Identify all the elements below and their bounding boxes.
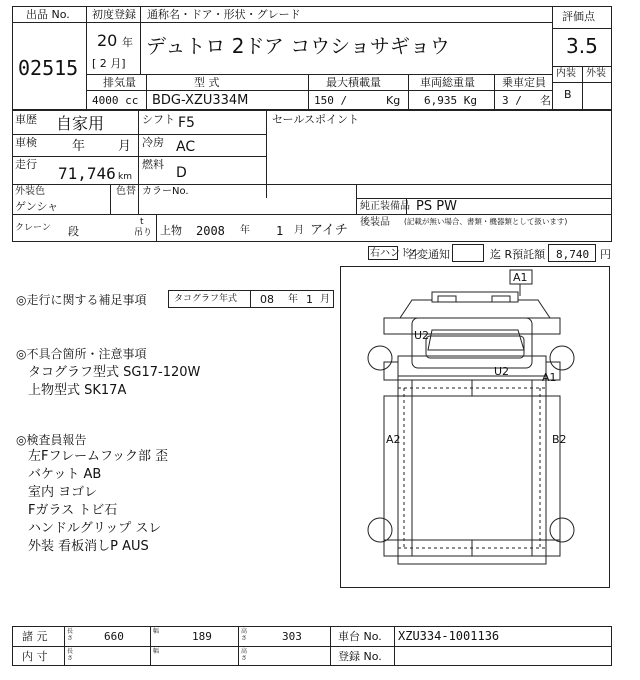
inspector-line: バケット AB	[28, 467, 102, 482]
width-label: 幅	[153, 628, 160, 635]
defects-title: ◎不具合箇所・注意事項	[16, 347, 147, 361]
inspection-month-unit: 月	[118, 139, 132, 154]
name-change-label: 名変通知	[406, 248, 450, 261]
max-load: 150 /	[314, 94, 348, 107]
first-reg-label: 初度登録	[92, 8, 136, 21]
defect-line: タコグラフ型式 SG17-120W	[28, 365, 201, 380]
width: 189	[192, 630, 212, 643]
tacho-year: 08	[260, 293, 274, 306]
model-label: 型 式	[194, 76, 220, 89]
inspector-line: 左Fフレームフック部 歪	[28, 449, 169, 464]
chassis-label: 車台 No.	[338, 630, 382, 643]
capacity: 3 /	[502, 94, 522, 107]
crane-label: クレーン	[15, 223, 51, 233]
rhd-label: 右ハンドル	[370, 248, 420, 259]
mileage-unit: km	[118, 172, 132, 182]
dims-label: 諸 元	[22, 630, 48, 643]
crane-stage-unit: 段	[68, 225, 79, 238]
length: 660	[104, 630, 124, 643]
displacement-label: 排気量	[103, 76, 136, 89]
body-month-unit: 月	[294, 225, 304, 236]
diagram-mark-u2-right: U2	[494, 365, 510, 378]
shift: F5	[178, 115, 195, 131]
length-label: 長さ	[67, 628, 74, 642]
shift-label: シフト	[142, 113, 175, 126]
inner-width-label: 幅	[153, 648, 160, 655]
inspection-label: 車検	[15, 136, 37, 149]
fuel-label: 燃料	[142, 158, 164, 171]
aftermarket-note: (記載が無い場合、書類・機器類として扱います)	[404, 217, 568, 226]
body-label: 上物	[160, 224, 182, 237]
capacity-unit: 名	[540, 94, 551, 107]
deposit-unit: 円	[600, 248, 611, 261]
body-month: 1	[276, 224, 284, 238]
tacho-month-unit: 月	[320, 294, 330, 305]
overall-grade: 3.5	[566, 34, 598, 58]
inspector-line: 外装 看板消しP AUS	[28, 539, 149, 554]
body-year: 2008	[196, 224, 225, 238]
equipment: PS PW	[416, 199, 457, 214]
history-label: 車歴	[15, 113, 37, 126]
running-title: ◎走行に関する補足事項	[16, 293, 147, 307]
defect-line: 上物型式 SK17A	[28, 383, 127, 398]
inspector-line: Fガラス トビ石	[28, 503, 118, 518]
diagram-mark-a2: A2	[386, 433, 401, 446]
diagram-mark-b2: B2	[552, 433, 567, 446]
inner-height-label: 高さ	[241, 648, 248, 662]
model: BDG-XZU334M	[152, 93, 249, 108]
body-maker: アイチ	[310, 223, 348, 238]
lot-no-label: 出品 No.	[26, 8, 70, 21]
tacho-year-label: タコグラフ年式	[174, 294, 238, 304]
crane-t: t	[140, 217, 144, 227]
inspector-line: ハンドルグリップ スレ	[28, 521, 162, 536]
mileage: 71,746	[58, 164, 116, 183]
capacity-label: 乗車定員	[502, 76, 546, 89]
fuel: D	[176, 165, 187, 181]
interior-grade: B	[564, 88, 572, 101]
ac-label: 冷房	[142, 136, 164, 149]
ac: AC	[176, 139, 196, 155]
first-reg-year-unit: 年	[122, 36, 133, 49]
diagram-mark-a1-top: A1	[513, 271, 528, 284]
inspector-title: ◎検査員報告	[16, 433, 87, 447]
inspection-year-unit: 年	[72, 139, 86, 154]
displacement: 4000 cc	[92, 94, 139, 107]
inner-dims-label: 内 寸	[22, 650, 48, 663]
reg-no-label: 登録 No.	[338, 650, 382, 663]
car-name-label: 通称名・ドア・形状・グレード	[147, 8, 301, 21]
gross-weight: 6,935 Kg	[424, 94, 477, 107]
lot-no: 02515	[18, 56, 79, 80]
ext-color: ゲンシャ	[15, 200, 59, 213]
color-change-label: 色替	[116, 186, 136, 197]
deposit: 8,740	[556, 248, 590, 261]
inner-length-label: 長さ	[67, 648, 74, 662]
chassis-no: XZU334-1001136	[398, 629, 500, 643]
height: 303	[282, 630, 302, 643]
diagram-mark-a1-right: A1	[542, 371, 557, 384]
tacho-month: 1	[306, 293, 313, 306]
body-year-unit: 年	[240, 225, 250, 236]
first-reg-year: 20	[97, 31, 118, 50]
ext-color-label: 外装色	[15, 186, 45, 197]
max-load-label: 最大積載量	[326, 76, 381, 89]
exterior-grade-label: 外装	[586, 68, 606, 79]
mileage-check-label: 迄 R預託額	[490, 248, 546, 261]
mileage-label: 走行	[15, 158, 37, 171]
first-reg-month: [ 2 月]	[92, 57, 126, 70]
diagram-mark-u2-cab: U2	[414, 329, 430, 342]
inspector-line: 室内 ヨゴレ	[28, 485, 98, 500]
grade-label: 評価点	[562, 10, 595, 23]
gross-weight-label: 車両総重量	[420, 76, 475, 89]
tacho-year-unit: 年	[288, 294, 298, 305]
color-no-label: カラーNo.	[142, 186, 189, 197]
equipment-label: 純正装備品	[360, 201, 410, 212]
selling-points-label: セールスポイント	[272, 113, 360, 126]
car-name: デュトロ 2ドア コウショサギョウ	[146, 34, 450, 58]
interior-grade-label: 内装	[556, 68, 576, 79]
history: 自家用	[56, 114, 105, 133]
crane-hang-unit: 吊り	[134, 228, 153, 238]
height-label: 高さ	[241, 628, 248, 642]
aftermarket-label: 後装品	[360, 217, 390, 228]
max-load-unit: Kg	[386, 94, 401, 107]
